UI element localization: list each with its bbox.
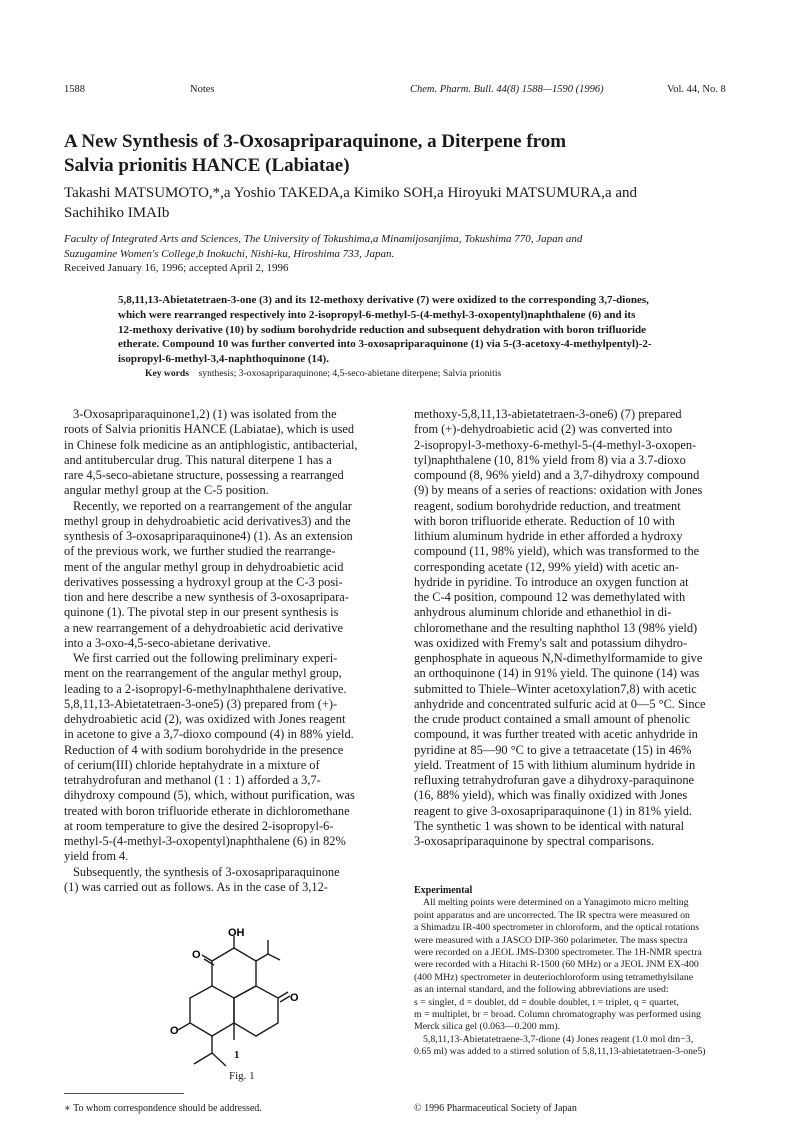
body-line: compound (8, 96% yield) and a 3,7-dihydroxy compound [414,468,700,482]
experimental-line: were recorded with a Hitachi R-1500 (60 MHz) or a JEOL JNM EX-400 [414,959,699,971]
figure-caption: Fig. 1 [229,1070,255,1082]
author-line: Sachihiko IMAIb [64,205,170,221]
body-line: in acetone to give a 3,7-dioxo compound (4) in 88% yield. [64,727,354,742]
experimental-line: s = singlet, d = doublet, dd = double doublet, t = triplet, q = quartet, [414,996,679,1008]
body-line: anhydrous aluminum chloride and ethanethiol in di- [414,605,672,620]
right-column [414,407,750,849]
atom-label: O [290,992,299,1004]
body-line: 2-isopropyl-3-methoxy-6-methyl-5-(4-methyl-3-oxopen- [414,437,697,452]
journal-citation: Chem. Pharm. Bull. 44(8) 1588—1590 (1996) [410,84,604,95]
body-line: pyridine at 85—90 °C to give a tetraacetate (15) in 46% [414,742,692,757]
affiliation-line: Suzugamine Women's College,b Inokuchi, Nishi-ku, Hiroshima 733, Japan. [64,247,395,260]
experimental-line: Merck silica gel (0.063—0.200 mm). [414,1021,561,1033]
body-line: with boron trifluoride etherate. Reduction of 10 with [414,513,675,528]
experimental-line: a Shimadzu IR-400 spectrometer in chloroform, and the optical rotations [414,922,700,934]
copyright: © 1996 Pharmaceutical Society of Japan [414,1103,577,1114]
body-line: chloromethane and the resulting naphthol 13 (98% yield) [414,620,698,635]
body-line: methoxy-5,8,11,13-abietatetraen-3-one6) (7) prepared [414,407,682,421]
quinone-ring [212,948,256,998]
body-line: angular methyl group at the C-5 position. [64,483,269,498]
body-line: reagent to give 3-oxosapriparaquinone (1) in 81% yield. [414,803,693,818]
body-line: treated with boron trifluoride etherate in dichloromethane [64,803,350,818]
body-line: tetrahydrofuran and methanol (1 : 1) afforded a 3,7- [64,773,321,787]
experimental-line: were measured with a JASCO DIP-360 polarimeter. The mass spectra [414,934,688,946]
body-line: compound, it was further treated with acetic anhydride in [414,727,698,742]
body-line: The synthetic 1 was shown to be identical with natural [414,818,685,833]
saturated-ring [190,986,234,1036]
body-line: corresponding acetate (12, 99% yield) with acetic an- [414,559,679,574]
abstract-line: isopropyl-6-methyl-3,4-naphthoquinone (14). [118,353,329,366]
body-line: Subsequently, the synthesis of 3-oxosapriparaquinone [73,864,340,879]
body-line: at room temperature to give the desired 2-isopropyl-6- [64,818,334,833]
body-line: submitted to Thiele–Winter acetoxylation7,8) with acetic [414,681,697,696]
body-line: yield from 4. [64,849,129,864]
abstract-line: 5,8,11,13-Abietatetraen-3-one (3) and its 12-methoxy derivative (7) were oxidized to the corresponding 3,7-diones, [118,294,649,306]
article-title [64,130,744,178]
section-label: Notes [190,84,215,95]
body-line: from (+)-dehydroabietic acid (2) was converted into [414,422,673,437]
atom-label: O [192,949,201,961]
author-list [64,183,744,223]
aromatic-ring [234,986,278,1036]
experimental-line: 0.65 ml) was added to a stirred solution of 5,8,11,13-abietatetraen-3-one5) [414,1046,706,1058]
body-line: the crude product contained a small amount of phenolic [414,712,690,726]
experimental-line: (400 MHz) spectrometer in deuteriochloroform using tetramethylsilane [414,971,694,983]
keywords-text: synthesis; 3-oxosapriparaquinone; 4,5-seco-abietane diterpene; Salvia prionitis [198,368,502,379]
body-line: ment of the angular methyl group in dehydroabietic acid [64,559,344,574]
body-line: Recently, we reported on a rearrangement of the angular [73,498,352,513]
body-line: derivatives possessing a hydroxyl group at the C-3 posi- [64,574,343,589]
atom-label: OH [228,928,245,939]
left-column [64,407,394,895]
body-line: of cerium(III) chloride heptahydrate in a mixture of [64,757,320,772]
experimental-section [414,885,754,1059]
body-line: methyl-5-(4-methyl-3-oxopentyl)naphthalene (6) in 82% [64,834,346,848]
body-line: Reduction of 4 with sodium borohydride in the presence [64,742,344,757]
body-line: an orthoquinone (14) in 91% yield. The quinone (14) was [414,666,700,681]
experimental-line: as an internal standard, and the following abbreviations are used: [414,984,669,996]
affiliations [64,232,744,276]
affiliation-line: Faculty of Integrated Arts and Sciences, The University of Tokushima,a Minamijosanjima, Tokushima 770, Japan and [64,233,583,245]
body-line: (1) was carried out as follows. As in the case of 3,12- [64,879,328,894]
abstract-line: which were rearranged respectively into 2-isopropyl-6-methyl-5-(4-methyl-3-oxopentyl)naphthalene (6) and its [118,308,636,321]
page-number: 1588 [64,84,85,95]
body-line: anhydride and concentrated sulfuric acid at 0—5 °C. Since [414,696,706,711]
abstract-line: 12-methoxy derivative (10) by sodium borohydride reduction and subsequent dehydration with boron trifluoride [118,323,647,336]
body-line: was oxidized with Fremy's salt and potassium dihydro- [414,635,688,650]
body-line: refluxing tetrahydrofuran gave a dihydroxy-paraquinone [414,773,695,787]
experimental-line: were recorded on a JEOL JMS-D300 spectrometer. The 1H-NMR spectra [414,947,702,959]
body-line: tion and here describe a new synthesis of 3-oxosapripara- [64,590,349,604]
body-line: leading to a 2-isopropyl-6-methylnaphthalene derivative. [64,681,347,696]
abstract-line: etherate. Compound 10 was further converted into 3-oxosapriparaquinone (1) via 5-(3-acetoxy-4-methylpentyl)-2- [118,338,652,351]
body-line: into a 3-oxo-4,5-seco-abietane derivative. [64,635,271,650]
title-line: A New Synthesis of 3-Oxosapriparaquinone, a Diterpene from [64,131,567,152]
received-dates: Received January 16, 1996; accepted April 2, 1996 [64,262,289,275]
experimental-heading: Experimental [414,885,473,896]
body-line: and antitubercular drug. This natural diterpene 1 has a [64,452,332,467]
body-line: yield. Treatment of 15 with lithium aluminum hydride in [414,757,696,772]
abstract [118,293,730,367]
body-line: ment on the rearrangement of the angular methyl group, [64,666,342,681]
compound-number: 1 [234,1049,240,1061]
body-line: rare 4,5-seco-abietane structure, possessing a rearranged [64,468,344,482]
body-line: hydride in pyridine. To introduce an oxygen function at [414,574,689,589]
body-line: dihydroxy compound (5), which, without purification, was [64,788,355,803]
body-line: genphosphate in aqueous N,N-dimethylformamide to give [414,651,703,665]
atom-label: O [170,1025,179,1037]
body-line: (16, 88% yield), which was finally oxidized with Jones [414,788,688,803]
body-line: reagent, sodium borohydride reduction, and treatment [414,498,681,513]
body-line: a new rearrangement of a dehydroabietic acid derivative [64,620,343,635]
footnote-rule [64,1093,184,1094]
body-line: tyl)naphthalene (10, 81% yield from 8) via a 3.7-dioxo [414,452,686,467]
correspondence-footnote: ∗ To whom correspondence should be addressed. [64,1103,262,1114]
body-line: 3-oxosapriparaquinone by spectral comparisons. [414,834,655,848]
body-line: synthesis of 3-oxosapriparaquinone4) (1). As an extension [64,529,353,543]
body-line: methyl group in dehydroabietic acid derivatives3) and the [64,513,351,528]
body-line: 3-Oxosapriparaquinone1,2) (1) was isolated from the [73,407,337,421]
title-line: Salvia prionitis HANCE (Labiatae) [64,155,350,176]
experimental-line: point apparatus and are uncorrected. The IR spectra were measured on [414,909,690,921]
body-line: lithium aluminum hydride in ether afforded a hydroxy [414,529,683,543]
experimental-line: All melting points were determined on a Yanagimoto micro melting [423,897,689,909]
body-line: 5,8,11,13-Abietatetraen-3-one5) (3) prepared from (+)- [64,696,338,711]
body-line: the C-4 position, compound 12 was demethylated with [414,590,686,604]
body-line: in Chinese folk medicine as an antiphlogistic, antibacterial, [64,437,358,452]
body-line: compound (11, 98% yield), which was transformed to the [414,544,700,559]
author-line: Takashi MATSUMOTO,*,a Yoshio TAKEDA,a Kimiko SOH,a Hiroyuki MATSUMURA,a and [64,185,638,201]
body-line: roots of Salvia prionitis HANCE (Labiatae), which is used [64,422,355,437]
experimental-line: m = multiplet, br = broad. Column chromatography was performed using [414,1009,701,1021]
body-line: dehydroabietic acid (2), was oxidized with Jones reagent [64,712,346,726]
body-line: (9) by means of a series of reactions: oxidation with Jones [414,483,703,498]
chemical-structure-figure [170,928,320,1078]
body-line: quinone (1). The pivotal step in our present synthesis is [64,605,339,620]
keywords [145,368,501,379]
keywords-label: Key words [145,368,189,379]
volume-label: Vol. 44, No. 8 [667,84,726,95]
body-line: We first carried out the following preliminary experi- [73,651,338,665]
body-line: of the previous work, we further studied the rearrange- [64,544,336,559]
experimental-line: 5,8,11,13-Abietatetraene-3,7-dione (4) Jones reagent (1.0 mol dm−3, [423,1033,694,1045]
